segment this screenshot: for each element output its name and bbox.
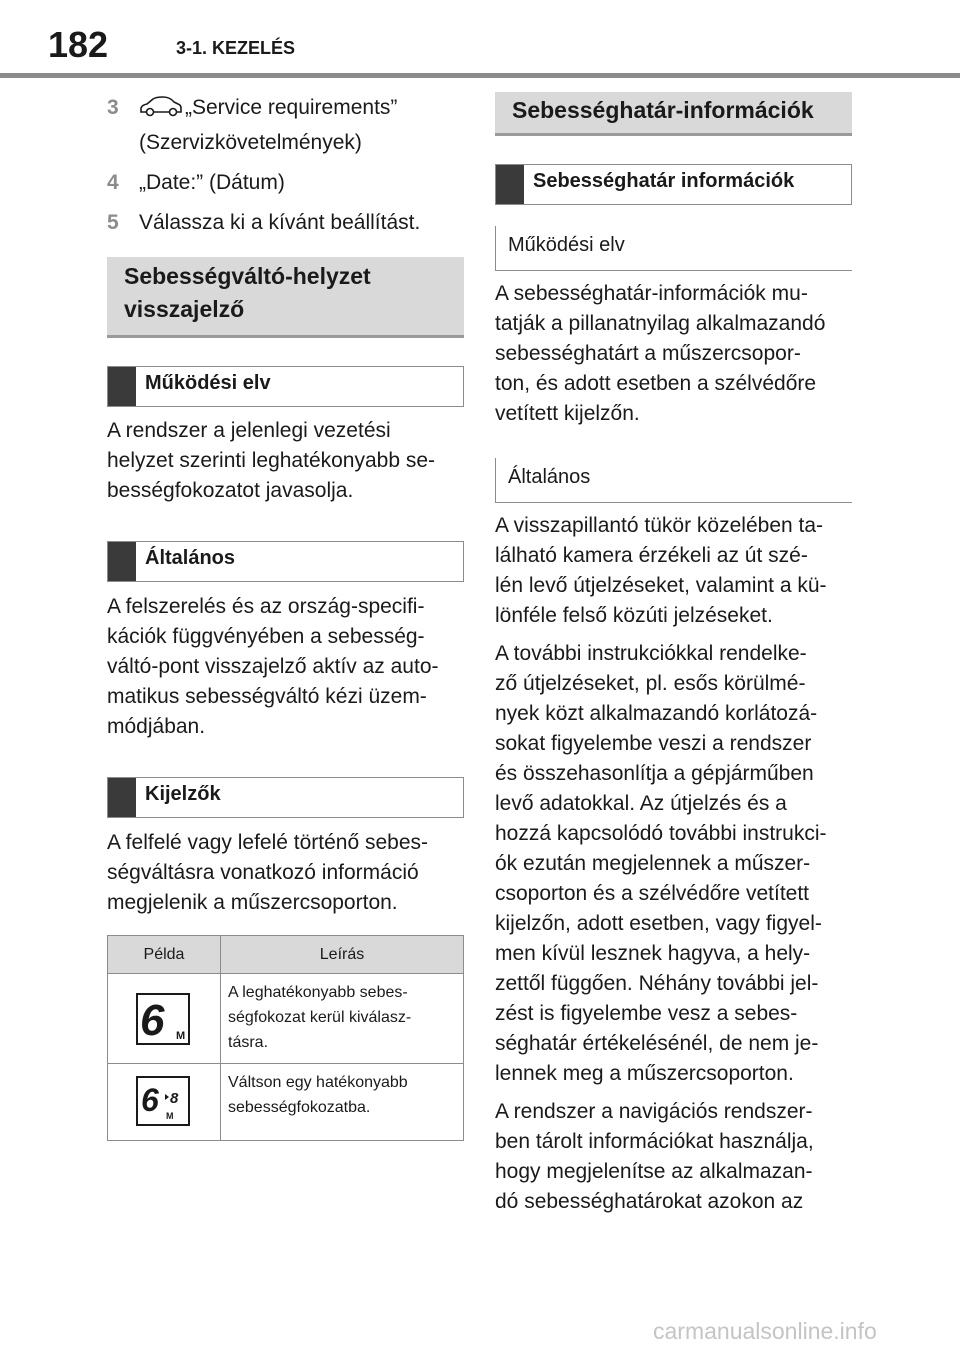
table-header-row [108, 936, 464, 974]
section-heading-gear-indicator: Sebességváltó-helyzet visszajelző [107, 257, 464, 338]
heading-bar [108, 367, 136, 406]
svg-text:M: M [166, 1111, 174, 1121]
gear-6-to-8-shift-icon [136, 1076, 190, 1126]
step-number: 3 [107, 96, 119, 119]
subheading-general: Általános [495, 458, 852, 503]
step-text-line2: (Szervizkövetelmények) [139, 131, 362, 154]
table-row [108, 974, 464, 1064]
step-5 [107, 207, 464, 238]
heading-bar [108, 542, 136, 581]
svg-text:6: 6 [141, 1082, 159, 1118]
paragraph-general-3: A rendszer a navigációs rendszer- ben tárolt információkat használja, hogy megjelenítse az alkalmazan- dó sebességhatárokat azokon az [495, 1100, 814, 1213]
subheading-working-principle: Működési elv [495, 226, 852, 271]
page-header [0, 0, 960, 78]
step-4 [107, 167, 464, 198]
table-header-example: Példa [108, 936, 221, 974]
svg-text:8: 8 [170, 1090, 179, 1107]
svg-text:M: M [176, 1030, 186, 1042]
section-label: 3-1. KEZELÉS [176, 38, 296, 58]
gear-6-manual-icon [136, 993, 190, 1045]
heading-bar [496, 165, 524, 204]
heading-bar [108, 778, 136, 817]
step-3 [107, 92, 464, 158]
paragraph-general: A felszerelés és az ország-specifi- kációk függvényében a sebesség- váltó-pont visszajelző aktív az auto- matikus sebességváltó kézi üzem- módjában. [107, 595, 439, 738]
paragraph-displays: A felfelé vagy lefelé történő sebes- ségváltásra vonatkozó információ megjelenik a műszercsoporton. [107, 831, 429, 914]
table-row [108, 1064, 464, 1141]
paragraph-general-1: A visszapillantó tükör közelében ta- lálható kamera érzékeli az út szé- lén levő útjelzéseket, valamint a kü- lönféle felső közúti jelzéseket. [495, 514, 827, 627]
step-text: Válassza ki a kívánt beállítást. [139, 211, 421, 234]
subheading-working-principle: Működési elv [107, 366, 464, 407]
watermark: carmanualsonline.info [653, 1318, 877, 1344]
right-column [495, 92, 852, 1217]
header-rule [0, 73, 960, 78]
table-cell-description: Váltson egy hatékonyabb sebességfokozatba. [221, 1064, 464, 1141]
table-header-description: Leírás [221, 936, 464, 974]
subheading-displays: Kijelzők [107, 777, 464, 818]
table-cell-description: A leghatékonyabb sebes- ségfokozat kerül kiválasz- tásra. [221, 974, 464, 1064]
step-number: 4 [107, 171, 119, 194]
car-icon [139, 96, 183, 127]
step-text: „Date:” (Dátum) [139, 171, 285, 194]
paragraph-principle: A rendszer a jelenlegi vezetési helyzet szerinti leghatékonyabb se- bességfokozatot javasolja. [107, 419, 436, 502]
subheading-speed-limit-info: Sebességhatár információk [495, 164, 852, 205]
step-text-line1: „Service requirements” [185, 96, 398, 119]
left-column [107, 92, 464, 1141]
section-heading-speed-limit: Sebességhatár-információk [495, 92, 852, 136]
page-number: 182 [48, 24, 109, 65]
paragraph-principle: A sebességhatár-információk mu- tatják a pillanatnyilag alkalmazandó sebességhatárt a műszercsopor- ton, és adott esetben a szélvédőre vetített kijelzőn. [495, 282, 826, 425]
paragraph-general-2: A további instrukciókkal rendelke- ző útjelzéseket, pl. esős körülmé- nyek közt alkalmazandó korlátozá- sokat figyelembe veszi a rendszer és összehasonlítja a gépjárműben levő adatokkal. Az útjelzés és a hozzá kapcsolódó további instrukci- ók ezután megjelennek a műszer- csoporton és a szélvédőre vetített kijelzőn, adott esetben, vagy figyel- men kívül lesznek hagyva, a hely- zettől függően. Néhány további jel- zést is figyelembe vesz a sebes- séghatár értékelésénél, de nem je- lennek meg a műszercsoporton. [495, 642, 827, 1085]
gear-indicator-table [107, 935, 464, 1141]
svg-text:6: 6 [140, 996, 165, 1043]
subheading-general: Általános [107, 541, 464, 582]
step-number: 5 [107, 211, 119, 234]
